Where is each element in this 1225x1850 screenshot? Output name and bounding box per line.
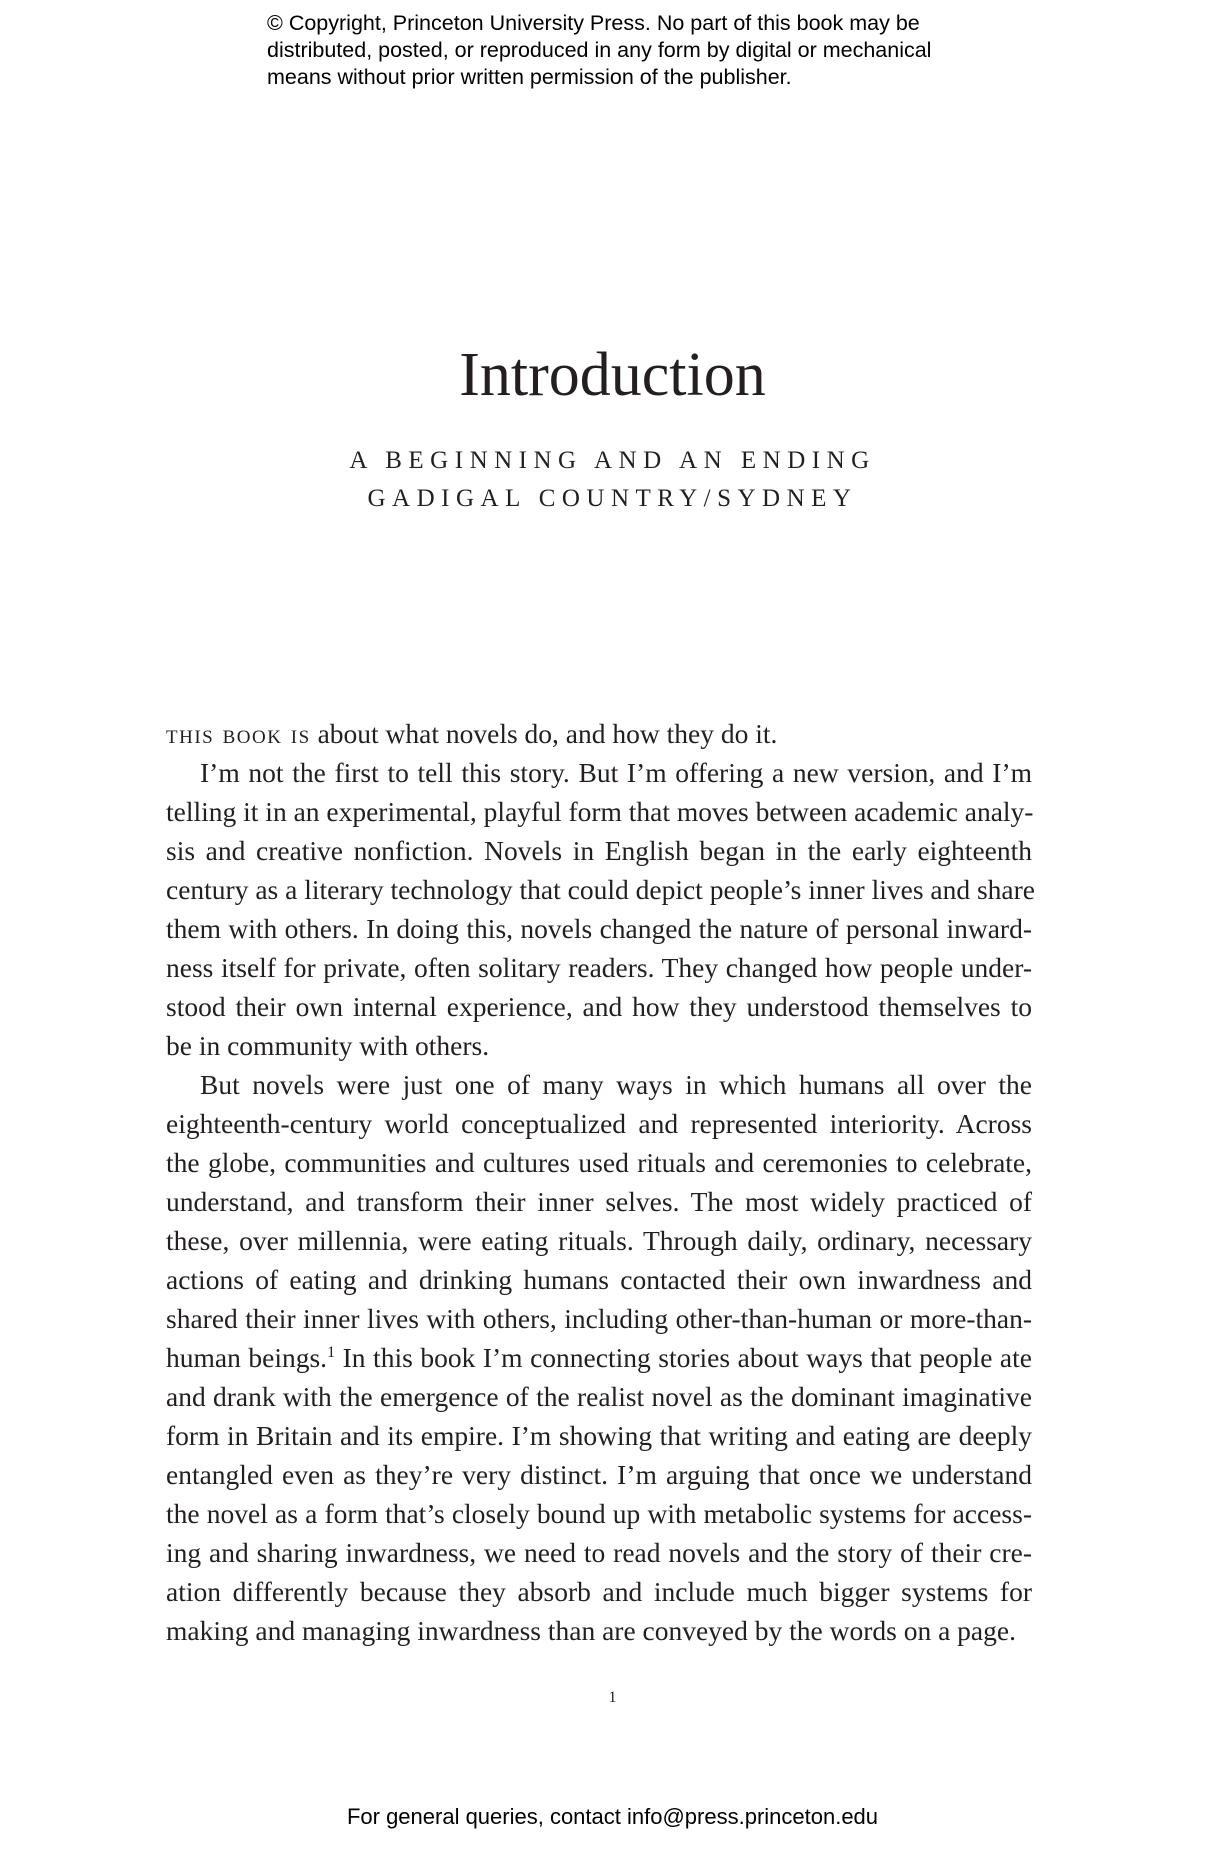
copyright-line: means without prior written permission of the publisher. [267,65,792,89]
text-line: shared their inner lives with others, including other-than-human or more-than- [166,1303,1032,1334]
text-line-rest: In this book I’m connecting stories about ways that people ate [335,1342,1032,1373]
text-line [166,714,1032,753]
text-line: the globe, communities and cultures used rituals and ceremonies to celebrate, [166,1147,1032,1178]
text-line: sis and creative nonfiction. Novels in English began in the early eighteenth [166,835,1032,866]
copyright-notice [267,10,1027,91]
text-line: form in Britain and its empire. I’m showing that writing and eating are deeply [166,1420,1032,1451]
text-line: ing and sharing inwardness, we need to read novels and the story of their cre- [166,1537,1032,1568]
text-line: But novels were just one of many ways in which humans all over the [200,1069,1032,1100]
page-number: 1 [608,1689,617,1706]
text-line: be in community with others. [166,1030,490,1061]
copyright-line: distributed, posted, or reproduced in any form by digital or mechanical [267,38,932,62]
text-line [166,1338,1032,1377]
text-line: century as a literary technology that could depict people’s inner lives and share [166,874,1036,905]
copyright-line: © Copyright, Princeton University Press. No part of this book may be [267,11,920,35]
chapter-title: Introduction [459,341,766,409]
text-line-rest: about what novels do, and how they do it. [310,718,778,749]
text-line: eighteenth-century world conceptualized and represented interiority. Across [166,1108,1032,1139]
text-line: ness itself for private, often solitary readers. They changed how people under- [166,952,1032,983]
text-line: understand, and transform their inner selves. The most widely practiced of [166,1186,1032,1217]
text-line-start: human beings. [166,1342,328,1373]
text-line: them with others. In doing this, novels changed the nature of personal inward- [166,913,1032,944]
text-line: entangled even as they’re very distinct. I’m arguing that once we understand [166,1459,1032,1490]
text-line: making and managing inwardness than are conveyed by the words on a page. [166,1615,1016,1646]
text-line: stood their own internal experience, and how they understood themselves to [166,991,1032,1022]
text-line: ation differently because they absorb and include much bigger systems for [166,1576,1032,1607]
footer-contact: For general queries, contact info@press.princeton.edu [346,1804,879,1829]
text-line: I’m not the first to tell this story. But I’m offering a new version, and I’m [200,757,1032,788]
opening-smallcaps: this book is [166,718,311,749]
chapter-subtitle-line: A BEGINNING AND AN ENDING [349,447,876,474]
text-line: and drank with the emergence of the realist novel as the dominant imaginative [166,1381,1032,1412]
body-text [166,714,1036,1650]
text-line: these, over millennia, were eating rituals. Through daily, ordinary, necessary [166,1225,1032,1256]
text-line: actions of eating and drinking humans contacted their own inwardness and [166,1264,1032,1295]
text-line: the novel as a form that’s closely bound up with metabolic systems for access- [166,1498,1032,1529]
chapter-subtitle-line: GADIGAL COUNTRY/SYDNEY [367,485,858,512]
text-line: telling it in an experimental, playful form that moves between academic analy- [166,796,1034,827]
footnote-ref[interactable]: 1 [327,1344,336,1361]
